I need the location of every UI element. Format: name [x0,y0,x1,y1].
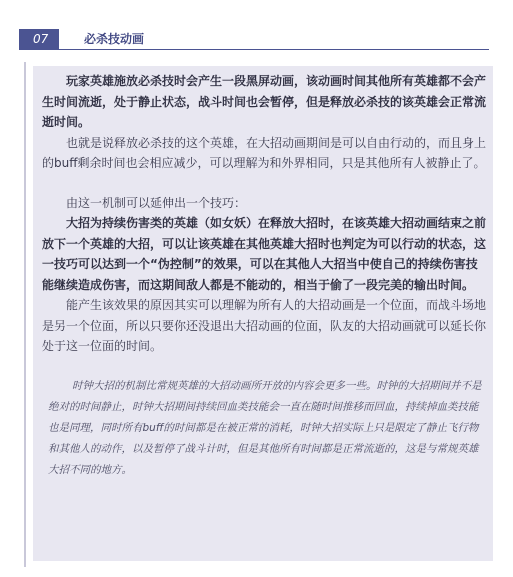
paragraph-note: 时钟大招的机制比常规英雄的大招动画所开放的内容会更多一些。时钟的大招期间并不是绝对的时间静止，时钟大招期间持续回血类技能会一直在随时间推移而回血，持续掉血类技能也是同理，同时所有buff的时间都是在被正常的消耗，时钟大招实际上只是限定了静止飞行物和其他人的动作，以及暂停了战斗计时，但是其他所有时间都是正常流逝的，这是与常规英雄大招不同的地方。 [48,379,482,476]
paragraph-reason: 能产生该效果的原因其实可以理解为所有人的大招动画是一个位面，而战斗场地是另一个位面，所以只要你还没退出大招动画的位面，队友的大招动画就可以延长你处于这一位面的时间。 [42,298,487,353]
section-number: 07 [19,29,59,49]
paragraph-technique: 大招为持续伤害类的英雄（如女妖）在释放大招时，在该英雄大招动画结束之前放下一个英雄的大招，可以让该英雄在其他英雄大招时也判定为可以行动的状态，这一技巧可以达到一个“伪控制”的效果，可以在其他人大招当中使自己的持续伤害技能继续造成伤害，而这期间敌人都是不能动的，相当于偷了一段完美的输出时间。 [42,216,487,292]
section-title: 必杀技动画 [84,32,145,46]
content-body [42,71,488,481]
paragraph-explanation: 也就是说释放必杀技的这个英雄，在大招动画期间是可以自由行动的，而且身上的buff剩余时间也会相应减少，可以理解为和外界相同，只是其他所有人被静止了。 [42,135,487,170]
paragraph-intro: 玩家英雄施放必杀技时会产生一段黑屏动画，该动画时间其他所有英雄都不会产生时间流逝，处于静止状态，战斗时间也会暂停，但是释放必杀技的该英雄会正常流逝时间。 [42,74,487,129]
paragraph-technique-lead: 由这一机制可以延伸出一个技巧： [66,195,247,210]
panel-side-bar [24,62,26,567]
header-divider [19,49,489,50]
section-header [0,0,513,50]
